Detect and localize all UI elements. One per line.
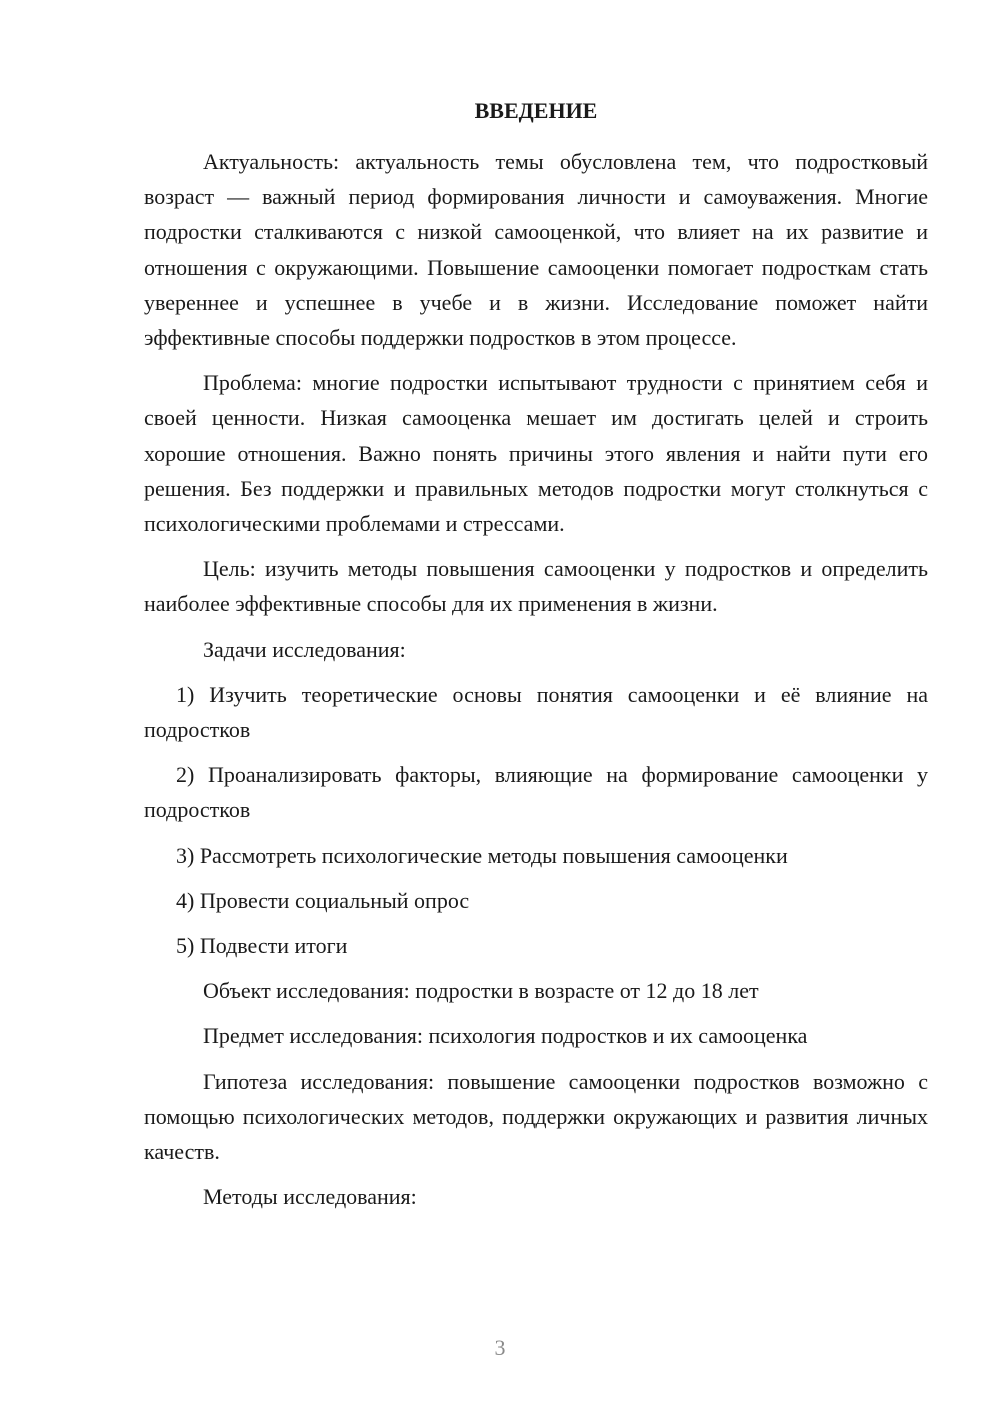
task-item-3: 3) Рассмотреть психологические методы повышения самооценки	[176, 842, 788, 868]
goal-paragraph: Цель: изучить методы повышения самооценки у подростков и определить наиболее эффективные способы для их применения в жизни.	[144, 556, 928, 617]
methods-paragraph: Методы исследования:	[203, 1184, 417, 1210]
section-heading: ВВЕДЕНИЕ	[474, 98, 598, 123]
object-paragraph: Объект исследования: подростки в возрасте от 12 до 18 лет	[203, 978, 759, 1004]
task-item-1: 1) Изучить теоретические основы понятия самооценки и её влияние на подростков	[144, 681, 928, 743]
relevance-paragraph: Актуальность: актуальность темы обусловлена тем, что подростковый возраст — важный период формирования личности и самоуважения. Многие подростки сталкиваются с низкой самооценкой, что влияет на их развитие и отношения с окружающими. Повышение самооценки помогает подросткам стать увереннее и успешнее в учебе и в жизни. Исследование поможет найти эффективные способы поддержки подростков в этом процессе.	[144, 149, 928, 351]
task-item-2: 2) Проанализировать факторы, влияющие на формирование самооценки у подростков	[144, 762, 928, 823]
page-number: 3	[494, 1335, 506, 1360]
tasks-intro: Задачи исследования:	[203, 636, 406, 662]
problem-paragraph: Проблема: многие подростки испытывают трудности с принятием себя и своей ценности. Низкая самооценка мешает им достигать целей и строить хорошие отношения. Важно понять причины этого явления и найти пути его решения. Без поддержки и правильных методов подростки могут столкнуться с психологическими проблемами и стрессами.	[144, 370, 928, 537]
hypothesis-paragraph: Гипотеза исследования: повышение самооценки подростков возможно с помощью психологических методов, поддержки окружающих и развития личных качеств.	[144, 1068, 928, 1165]
task-item-4: 4) Провести социальный опрос	[176, 887, 470, 913]
subject-paragraph: Предмет исследования: психология подростков и их самооценка	[203, 1023, 808, 1049]
document-page	[144, 96, 928, 1214]
task-item-5: 5) Подвести итоги	[176, 933, 348, 959]
